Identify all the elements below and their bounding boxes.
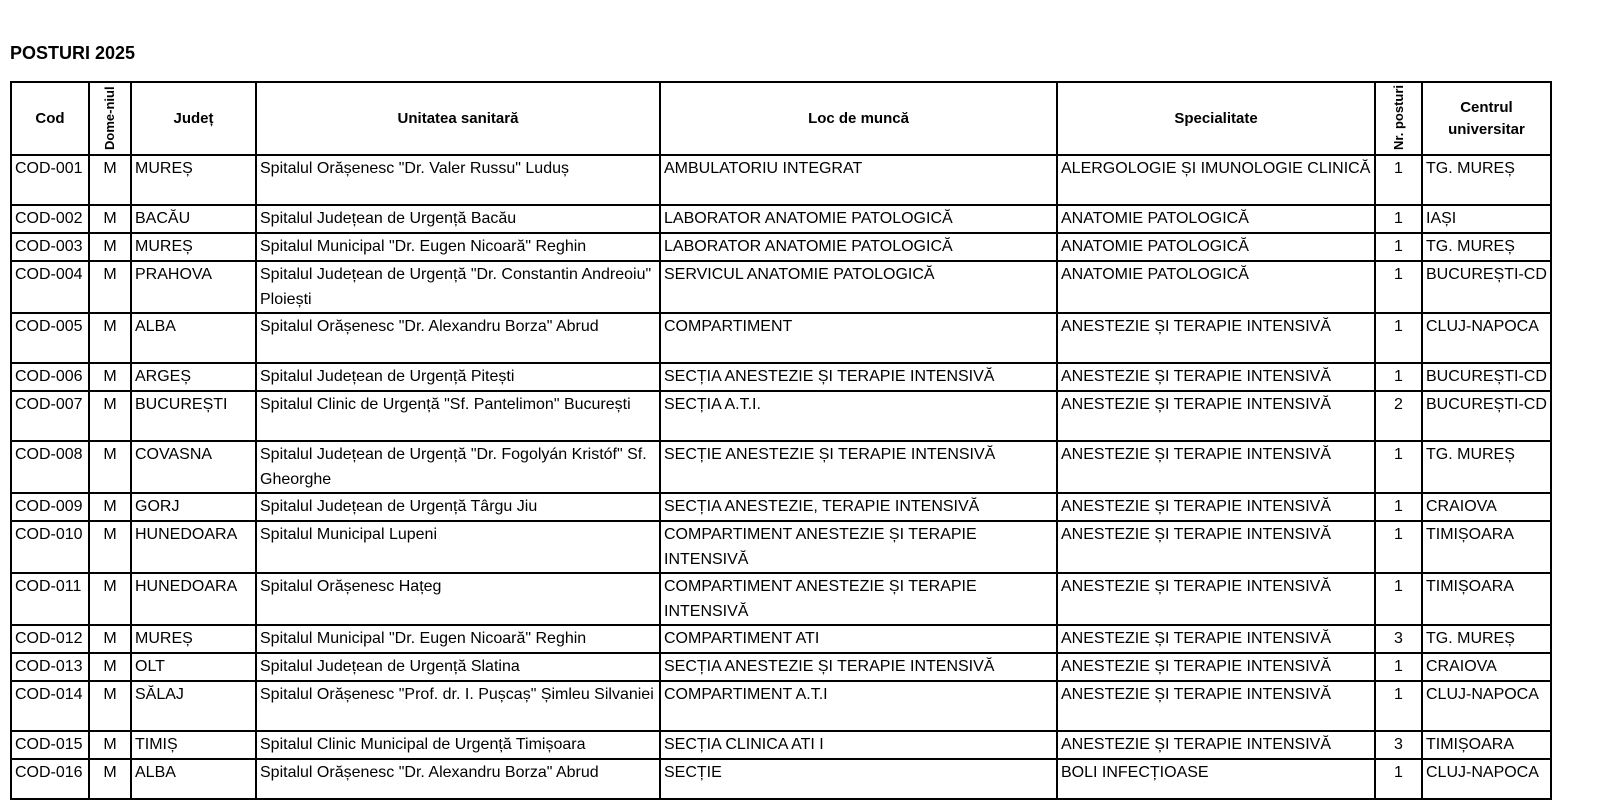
cell-domeniu: M xyxy=(89,261,131,313)
cell-loc: AMBULATORIU INTEGRAT xyxy=(660,155,1057,205)
positions-table xyxy=(10,81,1552,800)
cell-centru: TIMIȘOARA xyxy=(1422,731,1551,759)
cell-cod: COD-010 xyxy=(11,521,89,573)
cell-domeniu: M xyxy=(89,233,131,261)
cell-loc: SECȚIA A.T.I. xyxy=(660,391,1057,441)
cell-loc: SECȚIA ANESTEZIE, TERAPIE INTENSIVĂ xyxy=(660,493,1057,521)
cell-domeniu: M xyxy=(89,759,131,799)
cell-specialitate: ANATOMIE PATOLOGICĂ xyxy=(1057,205,1375,233)
cell-specialitate: ANESTEZIE ȘI TERAPIE INTENSIVĂ xyxy=(1057,313,1375,363)
table-row xyxy=(11,653,1551,681)
cell-domeniu: M xyxy=(89,391,131,441)
cell-specialitate: ALERGOLOGIE ȘI IMUNOLOGIE CLINICĂ xyxy=(1057,155,1375,205)
cell-centru: TG. MUREȘ xyxy=(1422,233,1551,261)
cell-loc: SECȚIA CLINICA ATI I xyxy=(660,731,1057,759)
cell-centru: BUCUREȘTI-CD xyxy=(1422,261,1551,313)
cell-cod: COD-007 xyxy=(11,391,89,441)
cell-cod: COD-006 xyxy=(11,363,89,391)
cell-specialitate: ANESTEZIE ȘI TERAPIE INTENSIVĂ xyxy=(1057,653,1375,681)
table-row xyxy=(11,233,1551,261)
table-row xyxy=(11,205,1551,233)
cell-judet: PRAHOVA xyxy=(131,261,256,313)
table-row xyxy=(11,391,1551,441)
cell-cod: COD-016 xyxy=(11,759,89,799)
table-row xyxy=(11,573,1551,625)
cell-cod: COD-015 xyxy=(11,731,89,759)
header-cod: Cod xyxy=(11,82,89,155)
cell-domeniu: M xyxy=(89,731,131,759)
cell-centru: BUCUREȘTI-CD xyxy=(1422,363,1551,391)
cell-domeniu: M xyxy=(89,521,131,573)
cell-loc: LABORATOR ANATOMIE PATOLOGICĂ xyxy=(660,205,1057,233)
cell-judet: HUNEDOARA xyxy=(131,573,256,625)
cell-judet: SĂLAJ xyxy=(131,681,256,731)
cell-centru: TIMIȘOARA xyxy=(1422,573,1551,625)
cell-unitate: Spitalul Județean de Urgență "Dr. Fogolyán Kristóf" Sf. Gheorghe xyxy=(256,441,660,493)
cell-judet: MUREȘ xyxy=(131,233,256,261)
cell-nr-posturi: 1 xyxy=(1375,653,1422,681)
cell-loc: COMPARTIMENT ANESTEZIE ȘI TERAPIE INTENSIVĂ xyxy=(660,521,1057,573)
cell-cod: COD-003 xyxy=(11,233,89,261)
table-row xyxy=(11,681,1551,731)
cell-specialitate: ANESTEZIE ȘI TERAPIE INTENSIVĂ xyxy=(1057,625,1375,653)
cell-nr-posturi: 2 xyxy=(1375,391,1422,441)
header-domeniul xyxy=(89,82,131,155)
cell-domeniu: M xyxy=(89,681,131,731)
cell-cod: COD-014 xyxy=(11,681,89,731)
header-unitate: Unitatea sanitară xyxy=(256,82,660,155)
cell-specialitate: ANESTEZIE ȘI TERAPIE INTENSIVĂ xyxy=(1057,363,1375,391)
cell-specialitate: ANESTEZIE ȘI TERAPIE INTENSIVĂ xyxy=(1057,521,1375,573)
cell-centru: TG. MUREȘ xyxy=(1422,155,1551,205)
cell-unitate: Spitalul Orășenesc "Prof. dr. I. Pușcaș" Șimleu Silvaniei xyxy=(256,681,660,731)
cell-unitate: Spitalul Municipal "Dr. Eugen Nicoară" Reghin xyxy=(256,625,660,653)
cell-nr-posturi: 3 xyxy=(1375,625,1422,653)
cell-centru: IAȘI xyxy=(1422,205,1551,233)
cell-judet: MUREȘ xyxy=(131,625,256,653)
cell-domeniu: M xyxy=(89,155,131,205)
table-row xyxy=(11,731,1551,759)
cell-loc: LABORATOR ANATOMIE PATOLOGICĂ xyxy=(660,233,1057,261)
cell-judet: GORJ xyxy=(131,493,256,521)
table-row xyxy=(11,261,1551,313)
cell-specialitate: ANESTEZIE ȘI TERAPIE INTENSIVĂ xyxy=(1057,731,1375,759)
cell-judet: ALBA xyxy=(131,313,256,363)
cell-judet: OLT xyxy=(131,653,256,681)
table-row xyxy=(11,363,1551,391)
table-row xyxy=(11,521,1551,573)
cell-domeniu: M xyxy=(89,205,131,233)
cell-specialitate: ANESTEZIE ȘI TERAPIE INTENSIVĂ xyxy=(1057,391,1375,441)
table-row xyxy=(11,625,1551,653)
cell-judet: BACĂU xyxy=(131,205,256,233)
cell-centru: TG. MUREȘ xyxy=(1422,625,1551,653)
table-row xyxy=(11,759,1551,799)
cell-loc: COMPARTIMENT ANESTEZIE ȘI TERAPIE INTENSIVĂ xyxy=(660,573,1057,625)
cell-cod: COD-004 xyxy=(11,261,89,313)
cell-nr-posturi: 1 xyxy=(1375,441,1422,493)
cell-cod: COD-013 xyxy=(11,653,89,681)
cell-loc: COMPARTIMENT xyxy=(660,313,1057,363)
header-nr-posturi-label: Nr. posturi xyxy=(1390,84,1406,150)
cell-unitate: Spitalul Județean de Urgență Pitești xyxy=(256,363,660,391)
cell-centru: CLUJ-NAPOCA xyxy=(1422,759,1551,799)
cell-domeniu: M xyxy=(89,493,131,521)
cell-nr-posturi: 1 xyxy=(1375,573,1422,625)
cell-unitate: Spitalul Județean de Urgență "Dr. Constantin Andreoiu" Ploiești xyxy=(256,261,660,313)
cell-centru: TIMIȘOARA xyxy=(1422,521,1551,573)
cell-specialitate: ANESTEZIE ȘI TERAPIE INTENSIVĂ xyxy=(1057,441,1375,493)
cell-unitate: Spitalul Municipal "Dr. Eugen Nicoară" Reghin xyxy=(256,233,660,261)
cell-cod: COD-011 xyxy=(11,573,89,625)
cell-centru: CRAIOVA xyxy=(1422,653,1551,681)
cell-loc: COMPARTIMENT ATI xyxy=(660,625,1057,653)
cell-judet: MUREȘ xyxy=(131,155,256,205)
page-title: POSTURI 2025 xyxy=(10,43,136,63)
cell-domeniu: M xyxy=(89,313,131,363)
header-loc: Loc de muncă xyxy=(660,82,1057,155)
cell-unitate: Spitalul Orășenesc "Dr. Alexandru Borza" Abrud xyxy=(256,759,660,799)
cell-specialitate: ANESTEZIE ȘI TERAPIE INTENSIVĂ xyxy=(1057,493,1375,521)
table-header-row xyxy=(11,82,1551,155)
cell-nr-posturi: 1 xyxy=(1375,681,1422,731)
cell-unitate: Spitalul Județean de Urgență Bacău xyxy=(256,205,660,233)
cell-centru: CRAIOVA xyxy=(1422,493,1551,521)
cell-domeniu: M xyxy=(89,573,131,625)
cell-unitate: Spitalul Județean de Urgență Slatina xyxy=(256,653,660,681)
cell-cod: COD-001 xyxy=(11,155,89,205)
cell-loc: SERVICUL ANATOMIE PATOLOGICĂ xyxy=(660,261,1057,313)
cell-loc: SECȚIE ANESTEZIE ȘI TERAPIE INTENSIVĂ xyxy=(660,441,1057,493)
header-centru: Centrul universitar xyxy=(1422,82,1551,155)
cell-judet: ALBA xyxy=(131,759,256,799)
table-row xyxy=(11,313,1551,363)
cell-unitate: Spitalul Clinic de Urgență "Sf. Pantelimon" București xyxy=(256,391,660,441)
cell-cod: COD-002 xyxy=(11,205,89,233)
cell-loc: SECȚIA ANESTEZIE ȘI TERAPIE INTENSIVĂ xyxy=(660,653,1057,681)
cell-judet: COVASNA xyxy=(131,441,256,493)
cell-unitate: Spitalul Orășenesc Hațeg xyxy=(256,573,660,625)
cell-unitate: Spitalul Municipal Lupeni xyxy=(256,521,660,573)
cell-unitate: Spitalul Clinic Municipal de Urgență Timișoara xyxy=(256,731,660,759)
cell-nr-posturi: 1 xyxy=(1375,759,1422,799)
cell-unitate: Spitalul Județean de Urgență Târgu Jiu xyxy=(256,493,660,521)
cell-nr-posturi: 1 xyxy=(1375,493,1422,521)
cell-cod: COD-009 xyxy=(11,493,89,521)
cell-nr-posturi: 1 xyxy=(1375,261,1422,313)
cell-judet: BUCUREȘTI xyxy=(131,391,256,441)
cell-judet: TIMIȘ xyxy=(131,731,256,759)
cell-centru: CLUJ-NAPOCA xyxy=(1422,313,1551,363)
cell-domeniu: M xyxy=(89,653,131,681)
cell-domeniu: M xyxy=(89,625,131,653)
cell-nr-posturi: 1 xyxy=(1375,313,1422,363)
cell-centru: BUCUREȘTI-CD xyxy=(1422,391,1551,441)
cell-specialitate: BOLI INFECȚIOASE xyxy=(1057,759,1375,799)
cell-unitate: Spitalul Orășenesc "Dr. Alexandru Borza" Abrud xyxy=(256,313,660,363)
header-nr-posturi xyxy=(1375,82,1422,155)
header-specialitate: Specialitate xyxy=(1057,82,1375,155)
cell-nr-posturi: 1 xyxy=(1375,233,1422,261)
header-judet: Județ xyxy=(131,82,256,155)
cell-judet: HUNEDOARA xyxy=(131,521,256,573)
cell-loc: COMPARTIMENT A.T.I xyxy=(660,681,1057,731)
cell-nr-posturi: 1 xyxy=(1375,205,1422,233)
cell-domeniu: M xyxy=(89,363,131,391)
cell-loc: SECȚIA ANESTEZIE ȘI TERAPIE INTENSIVĂ xyxy=(660,363,1057,391)
cell-unitate: Spitalul Orășenesc "Dr. Valer Russu" Luduș xyxy=(256,155,660,205)
table-row xyxy=(11,155,1551,205)
cell-cod: COD-005 xyxy=(11,313,89,363)
cell-nr-posturi: 1 xyxy=(1375,363,1422,391)
table-row xyxy=(11,493,1551,521)
cell-centru: CLUJ-NAPOCA xyxy=(1422,681,1551,731)
cell-specialitate: ANESTEZIE ȘI TERAPIE INTENSIVĂ xyxy=(1057,573,1375,625)
cell-specialitate: ANESTEZIE ȘI TERAPIE INTENSIVĂ xyxy=(1057,681,1375,731)
cell-domeniu: M xyxy=(89,441,131,493)
cell-nr-posturi: 3 xyxy=(1375,731,1422,759)
table-row xyxy=(11,441,1551,493)
cell-nr-posturi: 1 xyxy=(1375,521,1422,573)
cell-loc: SECȚIE xyxy=(660,759,1057,799)
cell-specialitate: ANATOMIE PATOLOGICĂ xyxy=(1057,261,1375,313)
cell-cod: COD-012 xyxy=(11,625,89,653)
cell-nr-posturi: 1 xyxy=(1375,155,1422,205)
header-domeniul-label: Dome-niul xyxy=(102,86,117,150)
cell-specialitate: ANATOMIE PATOLOGICĂ xyxy=(1057,233,1375,261)
cell-judet: ARGEȘ xyxy=(131,363,256,391)
cell-centru: TG. MUREȘ xyxy=(1422,441,1551,493)
cell-cod: COD-008 xyxy=(11,441,89,493)
